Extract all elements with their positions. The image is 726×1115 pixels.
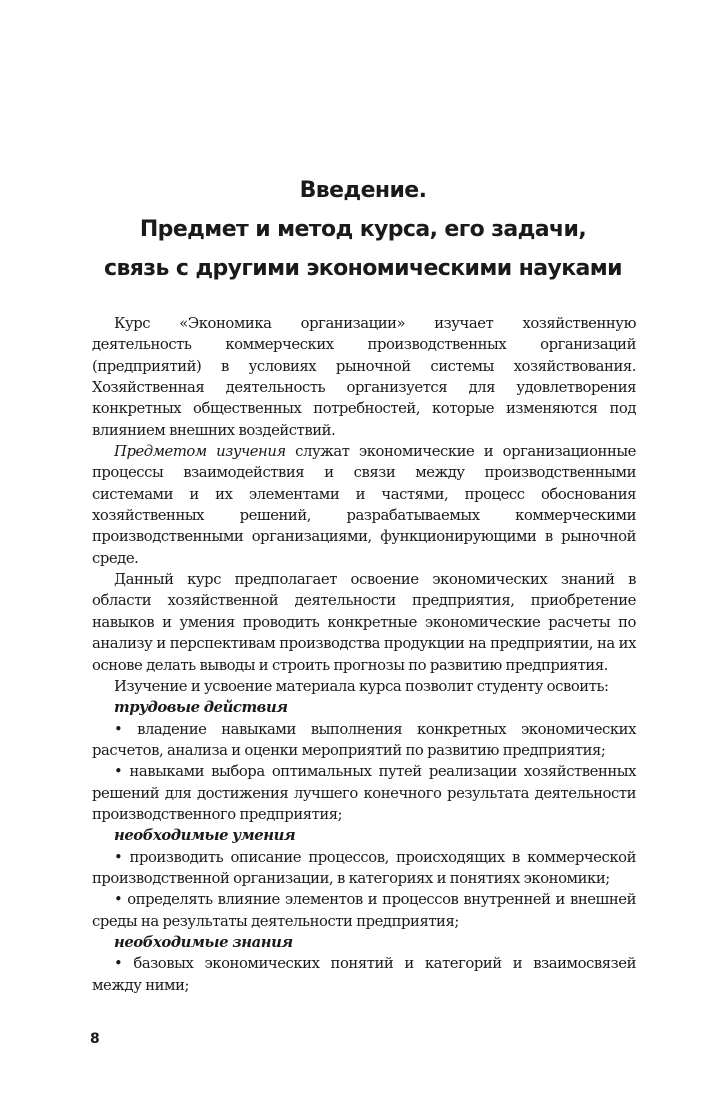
subject-emphasis: Предметом изучения bbox=[114, 443, 286, 461]
chapter-title-line-2: Предмет и метод курса, его задачи, bbox=[139, 217, 587, 242]
subject-text: служат экономические и организационные процессы взаимодействия и связи между производственными системами и их элементами и частями, процесс обоснования хозяйственных решений, разрабатываемых коммерческими производственными организациями, функционирующими в рыночной среде. bbox=[92, 443, 636, 567]
paragraph-subject bbox=[92, 441, 636, 569]
paragraph-course-goals: Данный курс предполагает освоение экономических знаний в области хозяйственной деятельности предприятия, приобретение навыков и умения проводить конкретные экономические расчеты по анализу и перспективам производства продукции на предприятии, на их основе делать выводы и строить прогнозы по развитию предприятия. bbox=[92, 571, 636, 674]
list-item: • владение навыками выполнения конкретных экономических расчетов, анализа и оценки мероприятий по развитию предприятия; bbox=[92, 720, 636, 759]
chapter-title bbox=[60, 171, 666, 288]
list-item: • определять влияние элементов и процессов внутренней и внешней среды на результаты деятельности предприятия; bbox=[92, 891, 636, 930]
heading-labor-actions: трудовые действия bbox=[114, 699, 288, 717]
chapter-title-line-3: связь с другими экономическими науками bbox=[104, 256, 622, 281]
body-text bbox=[92, 313, 636, 996]
paragraph-outcomes-intro: Изучение и усвоение материала курса позволит студенту освоить: bbox=[114, 677, 609, 695]
heading-required-skills: необходимые умения bbox=[114, 827, 296, 845]
page-number: 8 bbox=[90, 1031, 100, 1047]
list-item: • базовых экономических понятий и категорий и взаимосвязей между ними; bbox=[92, 955, 636, 994]
list-item: • навыками выбора оптимальных путей реализации хозяйственных решений для достижения лучшего конечного результата деятельности производственного предприятия; bbox=[92, 763, 636, 823]
paragraph-course-intro: Курс «Экономика организации» изучает хозяйственную деятельность коммерческих производственных организаций (предприятий) в условиях рыночной системы хозяйствования. Хозяйственная деятельность организуется для удовлетворения конкретных общественных потребностей, которые изменяются под влиянием внешних воздействий. bbox=[92, 315, 636, 439]
heading-required-knowledge: необходимые знания bbox=[114, 933, 293, 951]
chapter-title-line-1: Введение. bbox=[299, 178, 427, 203]
list-item: • производить описание процессов, происходящих в коммерческой производственной организации, в категориях и понятиях экономики; bbox=[92, 848, 636, 887]
